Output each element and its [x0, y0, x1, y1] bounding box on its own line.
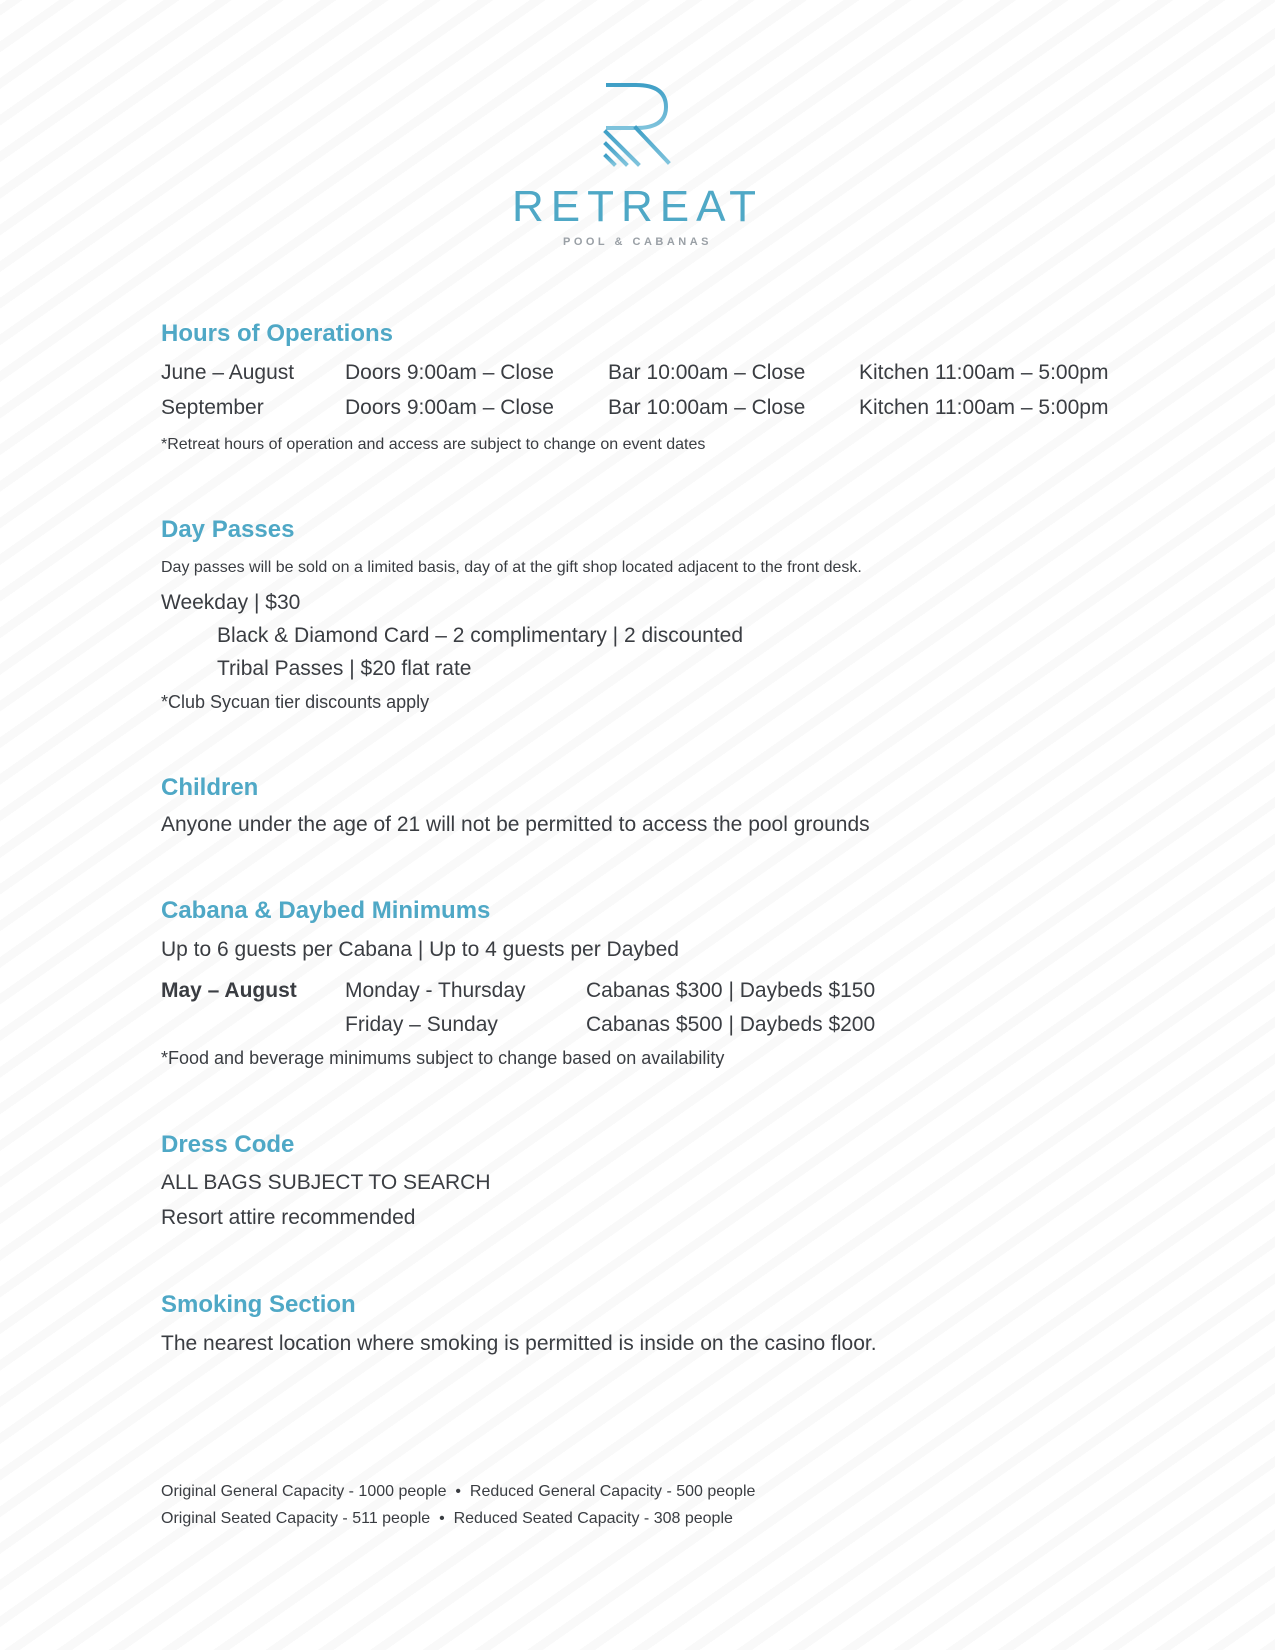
hours-doors: Doors 9:00am – Close	[345, 396, 554, 419]
brand-name: RETREAT	[511, 182, 764, 231]
smoking-heading: Smoking Section	[161, 1291, 356, 1318]
cabana-season: May – August	[161, 979, 297, 1002]
cabana-capacity: Up to 6 guests per Cabana | Up to 4 guests per Daybed	[161, 938, 679, 961]
children-heading: Children	[161, 774, 259, 801]
dress-code-line: ALL BAGS SUBJECT TO SEARCH	[161, 1171, 491, 1194]
hours-doors: Doors 9:00am – Close	[345, 361, 554, 384]
brand-tagline: POOL & CABANAS	[562, 236, 713, 248]
cabana-days: Monday - Thursday	[345, 979, 526, 1002]
hours-heading: Hours of Operations	[161, 320, 394, 347]
cabana-price: Cabanas $300 | Daybeds $150	[586, 979, 876, 1002]
capacity-general: Original General Capacity - 1000 people • Reduced General Capacity - 500 people	[161, 1483, 756, 1500]
dress-code-heading: Dress Code	[161, 1131, 295, 1158]
day-passes-note: *Club Sycuan tier discounts apply	[161, 692, 430, 712]
cabana-heading: Cabana & Daybed Minimums	[161, 897, 491, 924]
day-passes-heading: Day Passes	[161, 516, 295, 543]
cabana-days: Friday – Sunday	[345, 1013, 498, 1036]
retreat-r-logo-icon	[602, 82, 674, 172]
day-pass-item: Black & Diamond Card – 2 complimentary | 2 discounted	[217, 624, 744, 647]
dress-code-line: Resort attire recommended	[161, 1206, 416, 1229]
hours-bar: Bar 10:00am – Close	[608, 396, 806, 419]
day-passes-intro: Day passes will be sold on a limited basis, day of at the gift shop located adjacent to the front desk.	[161, 559, 862, 576]
hours-period: September	[161, 396, 264, 419]
hours-bar: Bar 10:00am – Close	[608, 361, 806, 384]
children-text: Anyone under the age of 21 will not be permitted to access the pool grounds	[161, 813, 870, 836]
capacity-seated: Original Seated Capacity - 511 people • Reduced Seated Capacity - 308 people	[161, 1510, 733, 1527]
hours-note: *Retreat hours of operation and access are subject to change on event dates	[161, 436, 706, 453]
cabana-note: *Food and beverage minimums subject to change based on availability	[161, 1048, 725, 1068]
hours-period: June – August	[161, 361, 295, 384]
cabana-price: Cabanas $500 | Daybeds $200	[586, 1013, 876, 1036]
smoking-text: The nearest location where smoking is permitted is inside on the casino floor.	[161, 1332, 877, 1355]
day-pass-item: Tribal Passes | $20 flat rate	[217, 657, 472, 680]
hours-kitchen: Kitchen 11:00am – 5:00pm	[859, 361, 1109, 384]
hours-kitchen: Kitchen 11:00am – 5:00pm	[859, 396, 1109, 419]
brand-logo	[0, 82, 1275, 172]
day-pass-weekday: Weekday | $30	[161, 591, 301, 614]
